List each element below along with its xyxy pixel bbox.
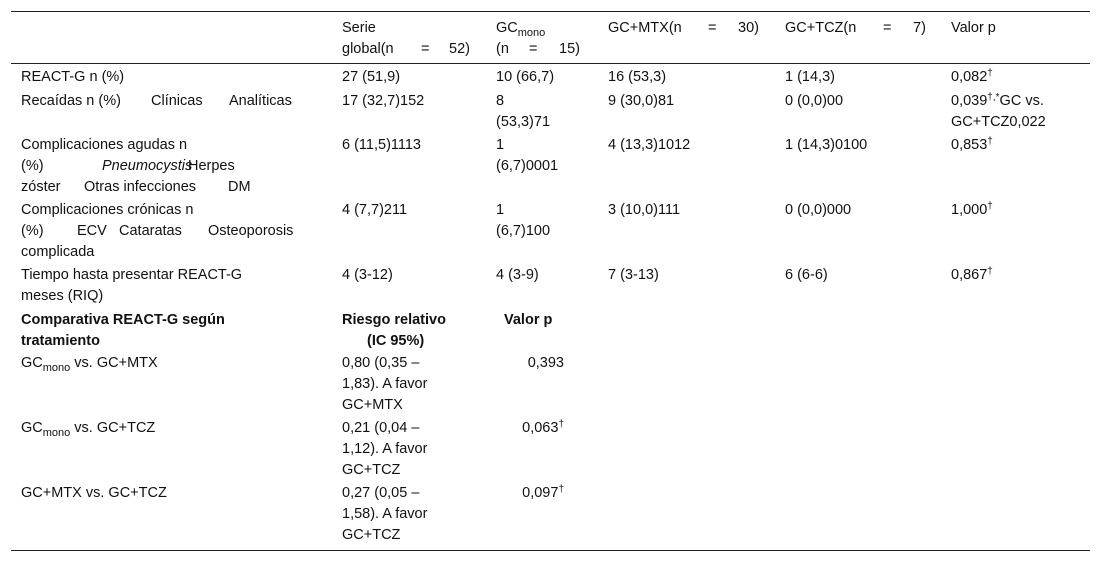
row-label-react: REACT-G n (%) [21, 69, 125, 85]
rr-header-line2: (IC 95%) [367, 333, 425, 349]
comparison-title-line2: tratamiento [21, 333, 100, 349]
cell-mtx: 4 (13,3)1012 [608, 137, 691, 153]
row-label-agudas-pct: (%) [21, 158, 44, 174]
comparison-label: $GC_{mono}$ vs. GC+MTX [21, 355, 158, 374]
row-sublabel-complicada: complicada [21, 244, 95, 260]
rr-header-line1: Riesgo relativo [342, 312, 446, 328]
row-sublabel-clinicas: Clínicas [151, 93, 203, 109]
row-sublabel-dm: DM [228, 179, 251, 195]
cell-pvalue-line1: 0,039†,*GC vs. [951, 92, 1044, 109]
cell-tcz: 0 (0,0)000 [785, 202, 852, 218]
cell-serie: 4 (7,7)211 [342, 202, 408, 218]
row-label-recaidas: Recaídas n (%) [21, 93, 121, 109]
cell-pvalue: 0,867† [951, 266, 993, 283]
table-bottom-rule [11, 550, 1090, 551]
cell-serie: 17 (32,7)152 [342, 93, 425, 109]
header-mtx-a: GC+MTX(n [608, 20, 682, 36]
header-mtx-b: 30) [738, 20, 759, 36]
cell-pvalue-line2: GC+TCZ0,022 [951, 114, 1046, 130]
rr-value-line2: 1,83). A favor [342, 376, 428, 392]
cell-gcmono-line1: 1 [496, 202, 505, 218]
row-sublabel-otras: Otras infecciones [84, 179, 197, 195]
cell-tcz: 6 (6-6) [785, 267, 828, 283]
header-gcmono-line1: $GC_{mono}$ [496, 20, 546, 39]
rr-value-line3: GC+TCZ [342, 462, 401, 478]
header-gcmono-line2-b: 15) [559, 41, 580, 57]
row-label-tiempo-line2: meses (RIQ) [21, 288, 104, 304]
table-top-rule [11, 11, 1090, 12]
rr-value-line1: 0,27 (0,05 – [342, 485, 420, 501]
comparison-pvalue-header: Valor p [504, 312, 553, 328]
cell-gcmono-line1: 1 [496, 137, 505, 153]
cell-gcmono-line2: (6,7)100 [496, 223, 551, 239]
rr-value-line1: 0,21 (0,04 – [342, 420, 420, 436]
cell-tcz: 0 (0,0)00 [785, 93, 844, 109]
header-tcz-a: GC+TCZ(n [785, 20, 857, 36]
comparison-label: GC+MTX vs. GC+TCZ [21, 485, 167, 501]
rr-value-line1: 0,80 (0,35 – [342, 355, 420, 371]
row-label-cronicas-pct: (%) [21, 223, 44, 239]
header-serie-line2-b: 52) [449, 41, 470, 57]
comparison-title-line1: Comparativa REACT-G según [21, 312, 225, 328]
cell-gcmono-line1: 8 [496, 93, 505, 109]
cell-gcmono-line2: (53,3)71 [496, 114, 551, 130]
cell-serie: 27 (51,9) [342, 69, 401, 85]
comparison-pvalue: 0,063† [522, 419, 564, 436]
header-tcz-b: 7) [913, 20, 926, 36]
header-pvalue: Valor p [951, 20, 996, 36]
header-tcz-eq: = [883, 20, 892, 36]
comparison-pvalue: 0,393 [527, 355, 564, 371]
row-label-cronicas-line1: Complicaciones crónicas n [21, 202, 194, 218]
cell-tcz: 1 (14,3) [785, 69, 835, 85]
header-bottom-rule [11, 63, 1090, 64]
row-label-agudas-line1: Complicaciones agudas n [21, 137, 188, 153]
row-sublabel-zoster: zóster [21, 179, 61, 195]
rr-value-line2: 1,12). A favor [342, 441, 428, 457]
cell-pvalue: 1,000† [951, 201, 993, 218]
cell-mtx: 3 (10,0)111 [608, 202, 681, 218]
header-serie-line1: Serie [342, 20, 376, 36]
row-sublabel-analiticas: Analíticas [229, 93, 292, 109]
cell-gcmono: 10 (66,7) [496, 69, 555, 85]
row-label-tiempo-line1: Tiempo hasta presentar REACT-G [21, 267, 243, 283]
row-sublabel-ecv: ECV [77, 223, 107, 239]
rr-value-line2: 1,58). A favor [342, 506, 428, 522]
header-serie-line2-a: global(n [342, 41, 394, 57]
cell-pvalue: 0,082† [951, 68, 993, 85]
row-sublabel-cataratas: Cataratas [119, 223, 182, 239]
cell-mtx: 7 (3-13) [608, 267, 659, 283]
comparison-label: $GC_{mono}$ vs. GC+TCZ [21, 420, 156, 439]
header-serie-line2-eq: = [421, 41, 430, 57]
cell-gcmono: 4 (3-9) [496, 267, 539, 283]
rr-value-line3: GC+TCZ [342, 527, 401, 543]
row-sublabel-herpes: Herpes [188, 158, 235, 174]
row-sublabel-pneumocystis: Pneumocystis [102, 158, 193, 174]
cell-tcz: 1 (14,3)0100 [785, 137, 868, 153]
cell-mtx: 16 (53,3) [608, 69, 667, 85]
comparison-pvalue: 0,097† [522, 484, 564, 501]
header-gcmono-line2-a: (n [496, 41, 509, 57]
cell-serie: 4 (3-12) [342, 267, 393, 283]
header-mtx-eq: = [708, 20, 717, 36]
rr-value-line3: GC+MTX [342, 397, 403, 413]
header-gcmono-line2-eq: = [529, 41, 538, 57]
cell-serie: 6 (11,5)1113 [342, 137, 421, 153]
cell-gcmono-line2: (6,7)0001 [496, 158, 559, 174]
row-sublabel-osteoporosis: Osteoporosis [208, 223, 294, 239]
cell-pvalue: 0,853† [951, 136, 993, 153]
cell-mtx: 9 (30,0)81 [608, 93, 675, 109]
